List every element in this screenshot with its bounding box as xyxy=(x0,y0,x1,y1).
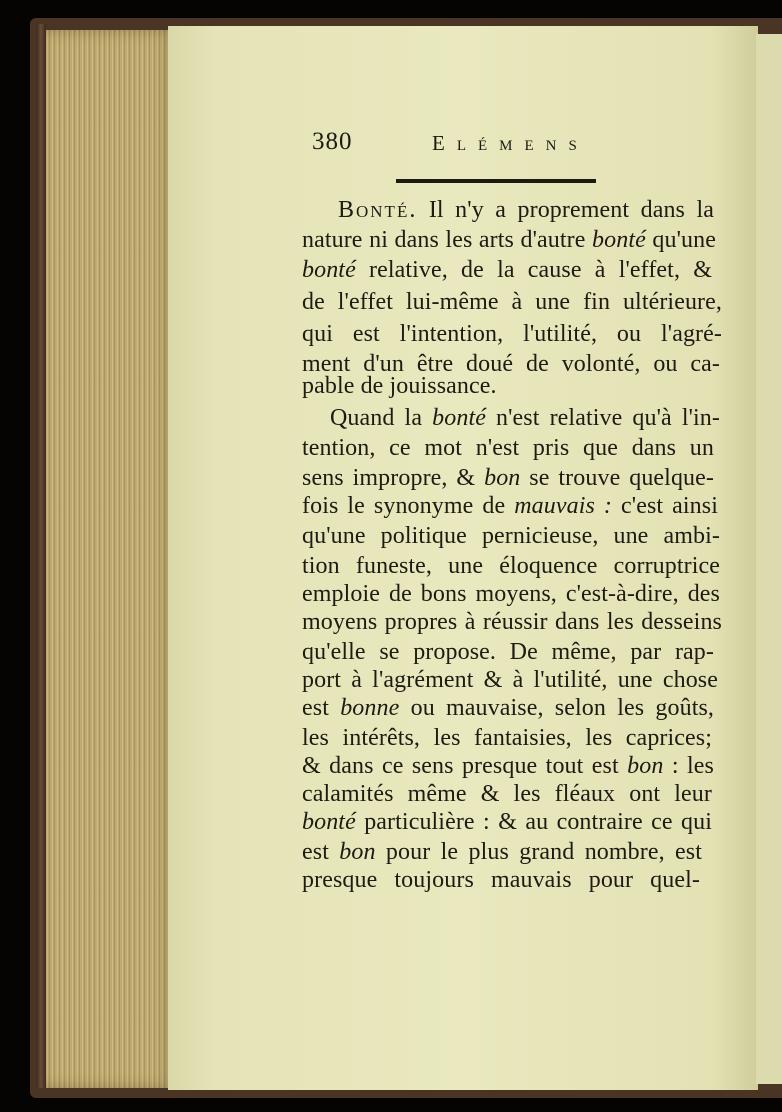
text-line xyxy=(302,580,720,608)
book-spine xyxy=(36,24,46,1088)
text-segment: ment d'un être doué de volonté, ou ca- xyxy=(302,351,720,377)
text-line xyxy=(302,608,722,636)
text-segment: est xyxy=(302,839,340,865)
facing-page-edge xyxy=(756,34,782,1084)
text-segment: particulière : & au contraire ce qui xyxy=(355,809,712,835)
text-line xyxy=(302,808,712,836)
italic-term: bon xyxy=(484,465,521,491)
text-segment: Quand la xyxy=(330,405,433,431)
text-segment: fois le synonyme de xyxy=(302,493,515,519)
text-segment: emploie de bons moyens, c'est-à-dire, des xyxy=(302,581,720,607)
text-segment: calamités même & les fléaux ont leur xyxy=(302,781,712,807)
text-segment: presque toujours mauvais pour quel- xyxy=(302,867,700,893)
text-segment: Bonté. xyxy=(338,197,418,223)
text-line xyxy=(302,866,700,894)
text-segment: : les xyxy=(663,753,714,779)
text-line xyxy=(330,404,720,432)
text-line xyxy=(302,780,712,808)
text-segment: qu'elle se propose. De même, par rap- xyxy=(302,639,714,665)
text-line xyxy=(302,724,712,752)
text-segment: qu'une politique pernicieuse, une ambi- xyxy=(302,523,720,549)
text-segment: qui est l'intention, l'utilité, ou l'agré- xyxy=(302,321,722,347)
text-segment: port à l'agrément & à l'utilité, une chose xyxy=(302,667,718,693)
italic-term: bonté xyxy=(302,809,356,835)
text-line xyxy=(302,522,720,550)
text-line xyxy=(302,552,720,580)
text-segment: tion funeste, une éloquence corruptrice xyxy=(302,553,720,579)
text-line xyxy=(302,434,714,462)
text-line xyxy=(302,694,714,722)
text-line xyxy=(302,492,718,520)
text-segment: sens impropre, & xyxy=(302,465,485,491)
text-segment: qu'une xyxy=(645,227,716,253)
text-segment: tention, ce mot n'est pris que dans un xyxy=(302,435,714,461)
text-segment: c'est ainsi xyxy=(612,493,718,519)
italic-term: bonté xyxy=(592,227,646,253)
header-rule xyxy=(396,179,596,183)
text-segment: moyens propres à réussir dans les desseins xyxy=(302,609,722,635)
text-line xyxy=(338,196,714,224)
text-segment: ou mauvaise, selon les goûts, xyxy=(399,695,714,721)
text-line xyxy=(302,288,722,316)
text-segment: se trouve quelque- xyxy=(520,465,714,491)
italic-term: mauvais : xyxy=(514,493,613,519)
page-edges xyxy=(46,30,176,1088)
italic-term: bon xyxy=(339,839,376,865)
italic-term: bonté xyxy=(432,405,486,431)
italic-term: bon xyxy=(627,753,664,779)
text-line xyxy=(302,638,714,666)
text-segment: n'est relative qu'à l'in- xyxy=(485,405,720,431)
text-segment: relative, de la cause à l'effet, & xyxy=(355,257,712,283)
text-segment: nature ni dans les arts d'autre xyxy=(302,227,593,253)
italic-term: bonne xyxy=(340,695,400,721)
text-line xyxy=(302,752,714,780)
italic-term: bonté xyxy=(302,257,356,283)
text-line xyxy=(302,666,718,694)
text-segment: est xyxy=(302,695,341,721)
text-line xyxy=(302,320,722,348)
text-segment: pour le plus grand nombre, est xyxy=(375,839,702,865)
text-segment: de l'effet lui-même à une fin ultérieure, xyxy=(302,289,722,315)
running-title: Elémens xyxy=(432,131,589,155)
text-line xyxy=(302,372,497,400)
text-segment: les intérêts, les fantaisies, les caprices; xyxy=(302,725,712,751)
text-line xyxy=(302,256,712,284)
text-segment: pable de jouissance. xyxy=(302,373,497,399)
text-segment: Il n'y a proprement dans la xyxy=(417,197,714,223)
page-number: 380 xyxy=(312,128,353,155)
text-line xyxy=(302,838,702,866)
text-line xyxy=(302,226,716,254)
text-line xyxy=(302,464,714,492)
text-segment: & dans ce sens presque tout est xyxy=(302,753,628,779)
